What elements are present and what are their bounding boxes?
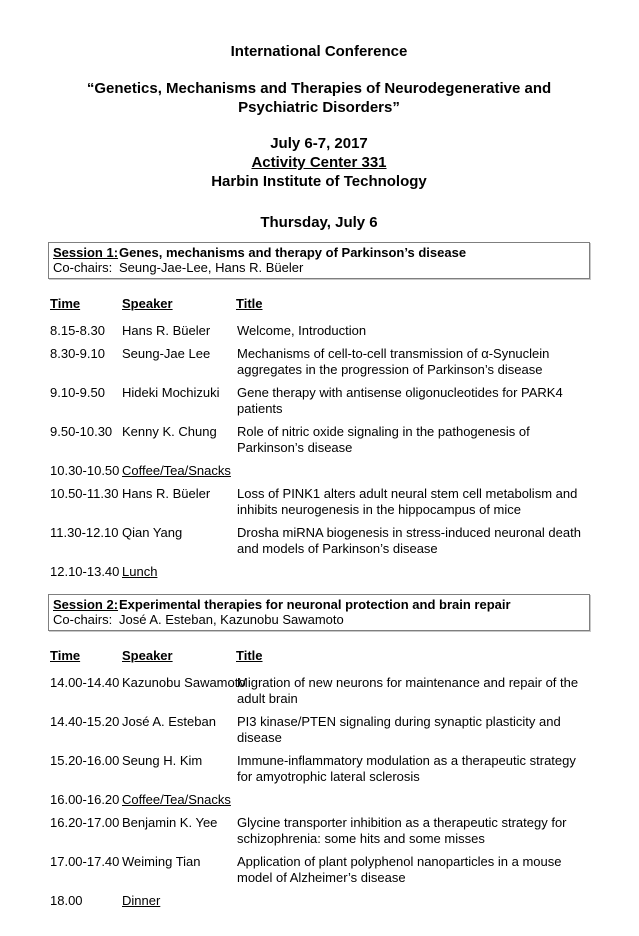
row-time: 17.00-17.40 — [50, 854, 120, 869]
event-dates: July 6-7, 2017 — [270, 135, 368, 152]
column-header-speaker: Speaker — [122, 648, 173, 663]
event-details — [48, 134, 590, 191]
row-speaker: Weiming Tian — [122, 854, 201, 869]
row-speaker: Coffee/Tea/Snacks — [122, 463, 231, 478]
schedule-row — [50, 854, 590, 886]
schedule-row — [50, 486, 590, 518]
row-title — [236, 463, 590, 479]
session-topic: Experimental therapies for neuronal protection and brain repair — [119, 597, 511, 612]
page-title: International Conference — [230, 43, 408, 60]
session-title-row — [53, 245, 585, 260]
row-title — [236, 792, 590, 808]
session-topic: Genes, mechanisms and therapy of Parkinson’s disease — [119, 245, 467, 260]
schedule-row — [50, 714, 590, 746]
row-speaker: Hideki Mochizuki — [122, 385, 220, 400]
schedule-row — [50, 424, 590, 456]
row-title: Loss of PINK1 alters adult neural stem cell metabolism and inhibits neurogenesis in the hippocampus of mice — [237, 486, 578, 517]
row-time: 10.30-10.50 — [50, 463, 120, 478]
row-title: Drosha miRNA biogenesis in stress-induced neuronal death and models of Parkinson’s disease — [237, 525, 581, 556]
row-title: Application of plant polyphenol nanoparticles in a mouse model of Alzheimer’s disease — [237, 854, 562, 885]
schedule-row — [50, 675, 590, 707]
conference-title-line1: “Genetics, Mechanisms and Therapies of Neurodegenerative and — [86, 80, 552, 97]
row-time: 11.30-12.10 — [50, 525, 119, 540]
row-time: 9.50-10.30 — [50, 424, 113, 439]
session-box — [48, 242, 590, 279]
schedule-row — [50, 564, 590, 580]
session-box — [48, 594, 590, 631]
schedule-row — [50, 323, 590, 339]
schedule-row — [50, 463, 590, 479]
column-header-time: Time — [50, 296, 81, 311]
row-time: 8.15-8.30 — [50, 323, 105, 338]
row-speaker: José A. Esteban — [122, 714, 216, 729]
cochairs-label: Co-chairs: — [53, 612, 113, 627]
cochairs-label: Co-chairs: — [53, 260, 113, 275]
session-section — [48, 242, 590, 580]
schedule-column-headers — [50, 296, 590, 312]
row-time: 14.40-15.20 — [50, 714, 120, 729]
row-speaker: Coffee/Tea/Snacks — [122, 792, 231, 807]
event-venue: Activity Center 331 — [251, 154, 387, 171]
row-title: Gene therapy with antisense oligonucleotides for PARK4 patients — [237, 385, 563, 416]
session-cochairs-row — [53, 260, 585, 275]
column-header-title: Title — [236, 648, 263, 663]
row-title: Glycine transporter inhibition as a therapeutic strategy for schizophrenia: some hits and some misses — [237, 815, 567, 846]
column-header-speaker: Speaker — [122, 296, 173, 311]
row-speaker: Benjamin K. Yee — [122, 815, 218, 830]
row-time: 10.50-11.30 — [50, 486, 119, 501]
row-speaker: Dinner — [122, 893, 161, 908]
row-title: PI3 kinase/PTEN signaling during synaptic plasticity and disease — [237, 714, 561, 745]
row-speaker: Qian Yang — [122, 525, 183, 540]
schedule-column-headers — [50, 648, 590, 664]
session-rows — [48, 675, 590, 909]
row-title — [236, 564, 590, 580]
session-label: Session 1: — [53, 245, 119, 260]
session-rows — [48, 323, 590, 580]
row-time: 9.10-9.50 — [50, 385, 105, 400]
schedule — [48, 242, 590, 909]
row-speaker: Seung-Jae Lee — [122, 346, 211, 361]
session-cochairs-row — [53, 612, 585, 627]
row-time: 12.10-13.40 — [50, 564, 120, 579]
row-time: 15.20-16.00 — [50, 753, 120, 768]
schedule-row — [50, 792, 590, 808]
row-title — [236, 893, 590, 909]
row-speaker: Lunch — [122, 564, 158, 579]
conference-title-line2: Psychiatric Disorders” — [238, 99, 400, 116]
row-title: Welcome, Introduction — [237, 323, 367, 338]
row-speaker: Hans R. Büeler — [122, 323, 211, 338]
row-title: Mechanisms of cell-to-cell transmission of α-Synuclein aggregates in the progression of Parkinson’s disease — [237, 346, 550, 377]
session-label: Session 2: — [53, 597, 119, 612]
schedule-row — [50, 753, 590, 785]
row-title: Migration of new neurons for maintenance and repair of the adult brain — [237, 675, 579, 706]
row-time: 16.00-16.20 — [50, 792, 120, 807]
day-title: Thursday, July 6 — [260, 214, 378, 231]
row-time: 8.30-9.10 — [50, 346, 105, 361]
row-time: 18.00 — [50, 893, 83, 908]
column-header-title: Title — [236, 296, 263, 311]
schedule-row — [50, 525, 590, 557]
column-header-time: Time — [50, 648, 81, 663]
schedule-row — [50, 346, 590, 378]
row-time: 16.20-17.00 — [50, 815, 120, 830]
row-speaker: Hans R. Büeler — [122, 486, 211, 501]
row-title: Role of nitric oxide signaling in the pathogenesis of Parkinson’s disease — [237, 424, 530, 455]
conference-title — [48, 79, 590, 117]
row-speaker: Kenny K. Chung — [122, 424, 217, 439]
row-title: Immune-inflammatory modulation as a therapeutic strategy for amyotrophic lateral sclerosis — [237, 753, 576, 784]
cochairs-names: José A. Esteban, Kazunobu Sawamoto — [119, 612, 344, 627]
event-institute: Harbin Institute of Technology — [211, 173, 427, 190]
session-section — [48, 594, 590, 909]
row-speaker: Kazunobu Sawamoto — [122, 675, 246, 690]
cochairs-names: Seung-Jae-Lee, Hans R. Büeler — [119, 260, 304, 275]
schedule-row — [50, 815, 590, 847]
session-title-row — [53, 597, 585, 612]
row-speaker: Seung H. Kim — [122, 753, 203, 768]
row-time: 14.00-14.40 — [50, 675, 120, 690]
document-header — [48, 42, 590, 232]
schedule-row — [50, 385, 590, 417]
schedule-row — [50, 893, 590, 909]
